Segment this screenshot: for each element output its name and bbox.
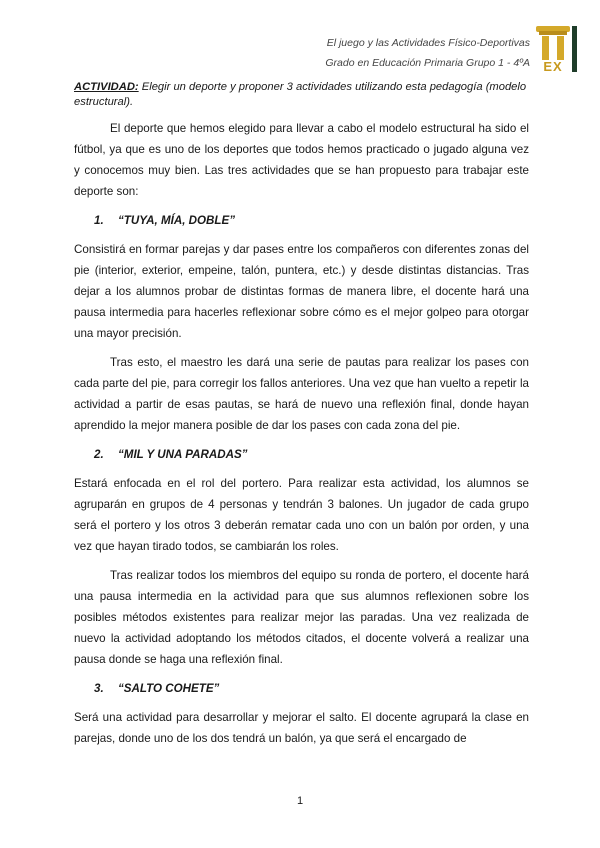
intro-paragraph: El deporte que hemos elegido para llevar a cabo el modelo estructural ha sido el fútbol, ya que es uno de los deportes que todos hemos practicado o jugado alguna vez y conocemos muy bien. Las tres actividades que se han propuesto para trabajar este deporte son: [74,122,529,198]
section-paragraph: Será una actividad para desarrollar y mejorar el salto. El docente agrupará la clase en parejas, donde uno de los dos tendrá un balón, ya que será el encargado de [74,711,529,745]
page-header [325,33,530,73]
section-paragraph: Tras realizar todos los miembros del equipo su ronda de portero, el docente hará una pausa intermedia en la actividad para que sus alumnos reflexionen sobre los posibles métodos existentes para realizar mejor las paradas. Una vez realizada de nuevo la actividad adoptando los métodos citados, el docente volverá a realizar una pausa donde se haga una reflexión final. [74,569,529,666]
university-columns-logo [536,26,570,72]
section-heading: 2. “MIL Y UNA PARADAS” [94,448,248,461]
activity-statement [74,80,529,110]
section-paragraph: Consistirá en formar parejas y dar pases entre los compañeros con diferentes zonas del pie (interior, exterior, empeine, talón, puntera, etc.) y desde distintas distancias. Tras dejar a los alumnos probar de distintas formas de manera libre, el docente hará una pausa intermedia para hacerles reflexionar sobre cómo es el mejor golpeo para otorgar una mayor precisión. [74,243,529,340]
section-heading: 1. “TUYA, MÍA, DOBLE” [94,214,236,227]
logo-side-bar [572,26,577,72]
activity-label: ACTIVIDAD: [74,81,139,93]
logo-text: EX [543,59,563,74]
page-number: 1 [296,795,304,807]
header-line-1: El juego y las Actividades Físico-Deportivas [326,37,530,49]
section-heading: 3. “SALTO COHETE” [94,682,220,695]
activity-text: Elegir un deporte y proponer 3 actividades utilizando esta pedagogía (modelo estructural). [74,81,527,108]
header-line-2: Grado en Educación Primaria Grupo 1 - 4ºA [325,57,530,69]
section-paragraph: Tras esto, el maestro les dará una serie de pautas para realizar los pases con cada parte del pie, para corregir los fallos anteriores. Una vez que han vuelto a repetir la actividad a partir de esas pautas, se hará de nuevo una reflexión final, donde hayan aprendido la mejor manera posible de dar los pases con cada zona del pie. [74,356,529,432]
document-body [74,80,529,757]
section-paragraph: Estará enfocada en el rol del portero. Para realizar esta actividad, los alumnos se agruparán en grupos de 4 personas y tendrán 3 balones. Un jugador de cada grupo será el portero y los otros 3 deberán rematar cada uno con un balón por orden, y una vez que hayan tirado todos, se cambiarán los roles. [74,477,529,553]
